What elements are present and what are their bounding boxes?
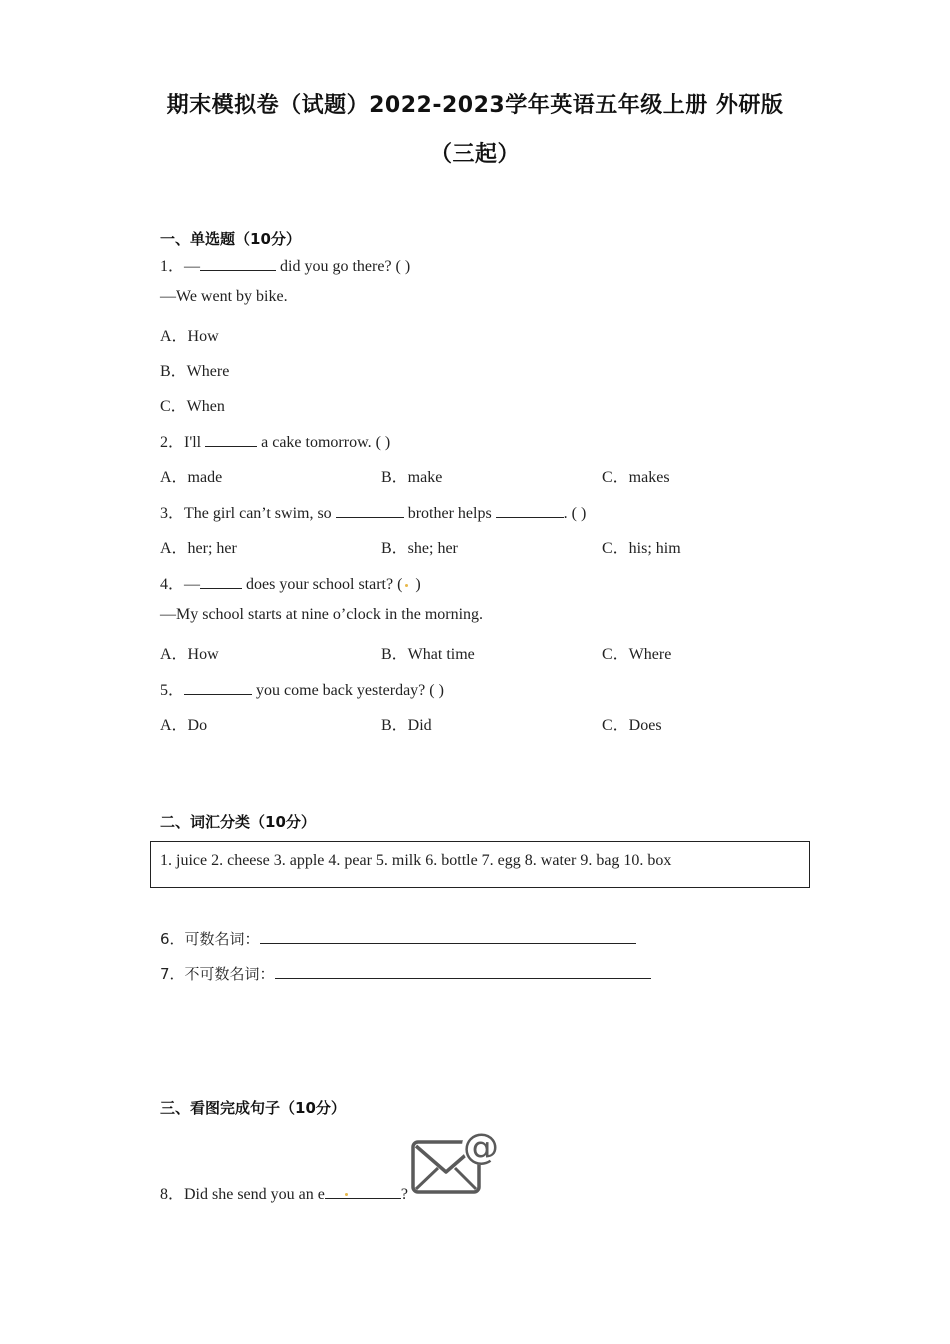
question-1-answer-line: —We went by bike. — [160, 288, 288, 305]
question-3-middle: brother helps — [403, 505, 496, 522]
question-1-option-b[interactable]: B．Where — [160, 363, 230, 380]
question-8-suffix: ? — [400, 1186, 408, 1203]
email-at-icon — [410, 1126, 502, 1198]
question-4-prefix: 4．— — [160, 576, 201, 593]
question-3 — [160, 500, 586, 523]
question-4 — [160, 571, 421, 594]
question-8-prefix: 8．Did she send you an e — [160, 1186, 325, 1203]
question-4-option-b[interactable]: B．What time — [381, 646, 475, 663]
question-2-option-c[interactable]: C．makes — [602, 469, 670, 486]
question-4-suffix-a: does your school start? ( — [242, 576, 403, 593]
answer-blank[interactable] — [184, 680, 252, 695]
question-3-option-c[interactable]: C．his; him — [602, 540, 681, 557]
answer-blank[interactable] — [200, 574, 242, 589]
question-2 — [160, 429, 390, 452]
question-2-option-a[interactable]: A．made — [160, 469, 223, 486]
word-list-box — [150, 841, 810, 888]
mark-dot — [345, 1193, 348, 1196]
question-3-option-b[interactable]: B．she; her — [381, 540, 458, 557]
question-5 — [160, 677, 444, 700]
question-3-prefix: 3．The girl can’t swim, so — [160, 505, 336, 522]
section-heading-single-choice: 一、单选题（10分） — [160, 230, 301, 248]
question-4-answer-line: —My school starts at nine o’clock in the morning. — [160, 606, 484, 623]
word-list: 1. juice 2. cheese 3. apple 4. pear 5. milk 6. bottle 7. egg 8. water 9. bag 10. box — [160, 852, 672, 869]
question-6 — [160, 928, 636, 949]
page-title: 期末模拟卷（试题）2022-2023学年英语五年级上册 外研版 — [166, 93, 784, 118]
question-1-prefix: 1．— — [160, 258, 201, 275]
mark-dot — [405, 584, 408, 587]
question-1-suffix: did you go there? ( ) — [276, 258, 411, 275]
question-3-suffix: . ( ) — [563, 505, 587, 522]
question-4-suffix-b: ) — [411, 576, 421, 593]
svg-text:@: @ — [463, 1127, 499, 1168]
answer-blank[interactable] — [200, 256, 276, 271]
question-1-option-c[interactable]: C．When — [160, 398, 225, 415]
question-5-option-c[interactable]: C．Does — [602, 717, 662, 734]
answer-blank[interactable] — [496, 503, 564, 518]
question-5-suffix: you come back yesterday? ( ) — [252, 682, 444, 699]
answer-line[interactable] — [260, 929, 636, 944]
question-6-label: 6．可数名词： — [160, 930, 260, 948]
page-subtitle: （三起） — [429, 142, 520, 167]
question-7 — [160, 963, 651, 984]
question-5-option-a[interactable]: A．Do — [160, 717, 208, 734]
question-1 — [160, 253, 410, 276]
question-3-option-a[interactable]: A．her; her — [160, 540, 237, 557]
question-2-suffix: a cake tomorrow. ( ) — [257, 434, 391, 451]
question-4-option-a[interactable]: A．How — [160, 646, 219, 663]
answer-blank[interactable] — [336, 503, 404, 518]
section-heading-vocabulary: 二、词汇分类（10分） — [160, 813, 316, 831]
question-2-prefix: 2．I'll — [160, 434, 206, 451]
question-2-option-b[interactable]: B．make — [381, 469, 443, 486]
question-4-option-c[interactable]: C．Where — [602, 646, 672, 663]
answer-blank[interactable] — [205, 432, 257, 447]
question-5-option-b[interactable]: B．Did — [381, 717, 432, 734]
section-heading-picture-sentence: 三、看图完成句子（10分） — [160, 1099, 346, 1117]
answer-line[interactable] — [275, 964, 651, 979]
question-8 — [160, 1181, 408, 1204]
answer-blank[interactable] — [325, 1184, 401, 1199]
question-7-label: 7．不可数名词： — [160, 965, 275, 983]
question-5-prefix: 5． — [160, 682, 185, 699]
question-1-option-a[interactable]: A．How — [160, 328, 219, 345]
